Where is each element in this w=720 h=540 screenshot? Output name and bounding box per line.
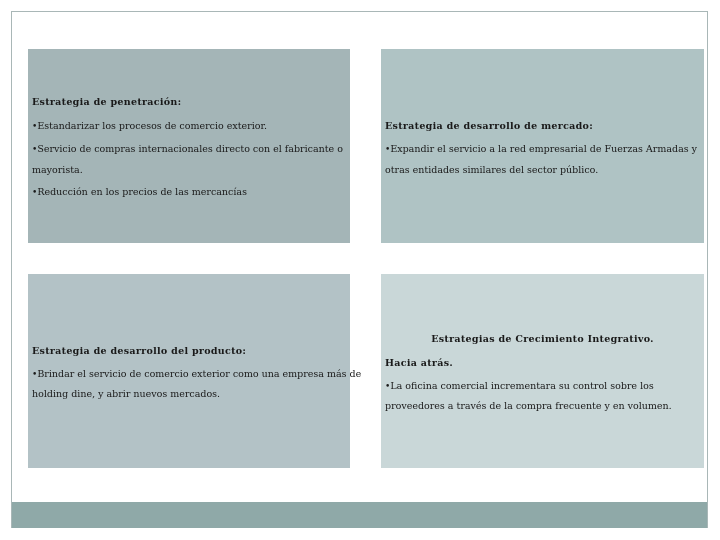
penetration-item-3-text: Reducción en los precios de las mercancías <box>37 187 247 198</box>
penetration-item-1 <box>32 122 346 133</box>
penetration-item-2 <box>32 145 346 156</box>
product-development-item-1-text: Brindar el servicio de comercio exterior como una empresa más de <box>37 369 362 380</box>
market-development-item-1-text: Expandir el servicio a la red empresarial de Fuerzas Armadas y <box>390 144 697 155</box>
market-development-item-1-cont: otras entidades similares del sector público. <box>385 165 599 176</box>
bullet-icon: • <box>32 145 38 155</box>
market-development-item-1 <box>385 145 700 156</box>
backward-integration-subheading: Hacia atrás. <box>385 358 453 369</box>
penetration-heading: Estrategia de penetración: <box>32 97 182 108</box>
bullet-icon: • <box>385 145 391 155</box>
bullet-icon: • <box>385 382 391 392</box>
penetration-item-2-cont: mayorista. <box>32 165 83 176</box>
integrative-growth-heading: Estrategias de Crecimiento Integrativo. <box>431 334 654 345</box>
footer-bar <box>12 502 707 528</box>
product-development-item-1-cont: holding dine, y abrir nuevos mercados. <box>32 389 221 400</box>
quadrant-market-development <box>381 49 704 243</box>
product-development-item-1 <box>32 369 362 381</box>
bullet-icon: • <box>32 122 38 132</box>
quadrant-penetration-strategy <box>28 49 350 243</box>
market-development-heading: Estrategia de desarrollo de mercado: <box>385 121 593 132</box>
penetration-item-3 <box>32 188 346 199</box>
quadrant-product-development <box>28 274 362 468</box>
integrative-growth-item-1-text: La oficina comercial incrementara su control sobre los <box>390 381 654 392</box>
integrative-growth-item-1-cont: proveedores a través de la compra frecuente y en volumen. <box>385 401 672 412</box>
bullet-icon: • <box>32 188 38 198</box>
penetration-item-2-text: Servicio de compras internacionales directo con el fabricante o <box>37 144 343 155</box>
bullet-icon: • <box>32 370 38 380</box>
penetration-item-1-text: Estandarizar los procesos de comercio exterior. <box>37 121 267 132</box>
quadrant-integrative-growth <box>381 274 704 468</box>
integrative-growth-item-1 <box>385 382 700 393</box>
product-development-heading: Estrategia de desarrollo del producto: <box>32 346 247 357</box>
